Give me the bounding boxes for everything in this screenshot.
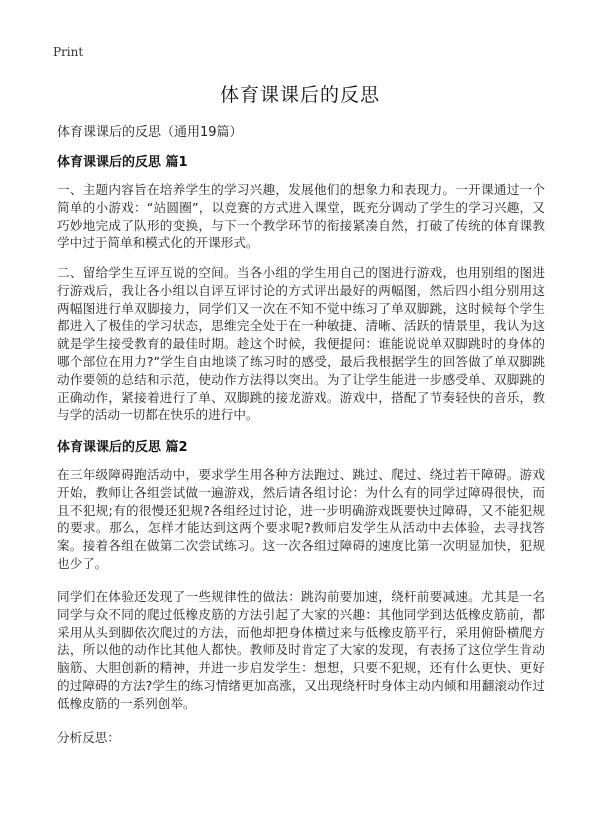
document-subtitle: 体育课课后的反思（通用19篇） xyxy=(57,125,243,140)
print-link[interactable]: Print xyxy=(53,45,84,59)
paragraph: 分析反思： xyxy=(57,730,120,745)
paragraph: 同学们在体验还发现了一些规律性的做法：跳沟前要加速，绕杆前要减速。尤其是一名同学与众不同的爬过低橡皮筋的方法引起了大家的兴趣：其他同学到达低橡皮筋前，都采用从头到脚依次爬过的方法，而他却把身体横过来与低橡皮筋平行，采用俯卧横爬方法，所以他的动作比其他人都快。教师及时肯定了大家的发现，有表扬了这位学生肯动脑筋、大胆创新的精神，并进一步启发学生：想想，只要不犯规，还有什么更快、更好的过障碍的方法?学生的练习情绪更加高涨，又出现绕杆时身体主动内倾和用翻滚动作过低橡皮筋的一系列创举。 xyxy=(57,589,545,711)
section-heading-2: 体育课课后的反思 篇2 xyxy=(57,440,188,455)
document-title: 体育课课后的反思 xyxy=(219,84,380,106)
paragraph: 二、留给学生互评互说的空间。当各小组的学生用自己的图进行游戏，也用别组的图进行游戏后，我让各小组以自评互评讨论的方式评出最好的两幅图，然后四小组分别用这两幅图进行单双脚接力，同学们又一次在不知不觉中练习了单双脚跳，这时候每个学生都进入了极佳的学习状态，思维完全处于在一种敏捷、清晰、活跃的情景里，我认为这就是学生接受教育的最佳时期。趁这个时候，我便提问：谁能说说单双脚跳时的身体的哪个部位在用力?”学生自由地谈了练习时的感受，最后我根据学生的回答做了单双脚跳动作要领的总结和示范，使动作方法得以突出。为了让学生能进一步感受单、双脚跳的正确动作，紧接着进行了单、双脚跳的接龙游戏。游戏中，搭配了节奏轻快的音乐，教与学的活动一切都在快乐的进行中。 xyxy=(57,265,545,423)
paragraph: 在三年级障碍跑活动中，要求学生用各种方法跑过、跳过、爬过、绕过若干障碍。游戏开始，教师让各组尝试做一遍游戏，然后请各组讨论：为什么有的同学过障碍很快，而且不犯规;有的很慢还犯规?各组经过讨论，进一步明确游戏既要快过障碍，又不能犯规的要求。那么，怎样才能达到这两个要求呢?教师启发学生从活动中去体验，去寻找答案。接着各组在做第二次尝试练习。这一次各组过障碍的速度比第一次明显加快，犯规也少了。 xyxy=(57,467,545,571)
section-heading-1: 体育课课后的反思 篇1 xyxy=(57,155,188,170)
paragraph: 一、主题内容旨在培养学生的学习兴趣，发展他们的想象力和表现力。一开课通过一个简单的小游戏：“站圆圈”，以竞赛的方式进入课堂，既充分调动了学生的学习兴趣，又巧妙地完成了队形的变换，与下一个教学环节的衔接紧凑自然，打破了传统的体育课教学中过于简单和模式化的开课形式。 xyxy=(57,182,545,251)
